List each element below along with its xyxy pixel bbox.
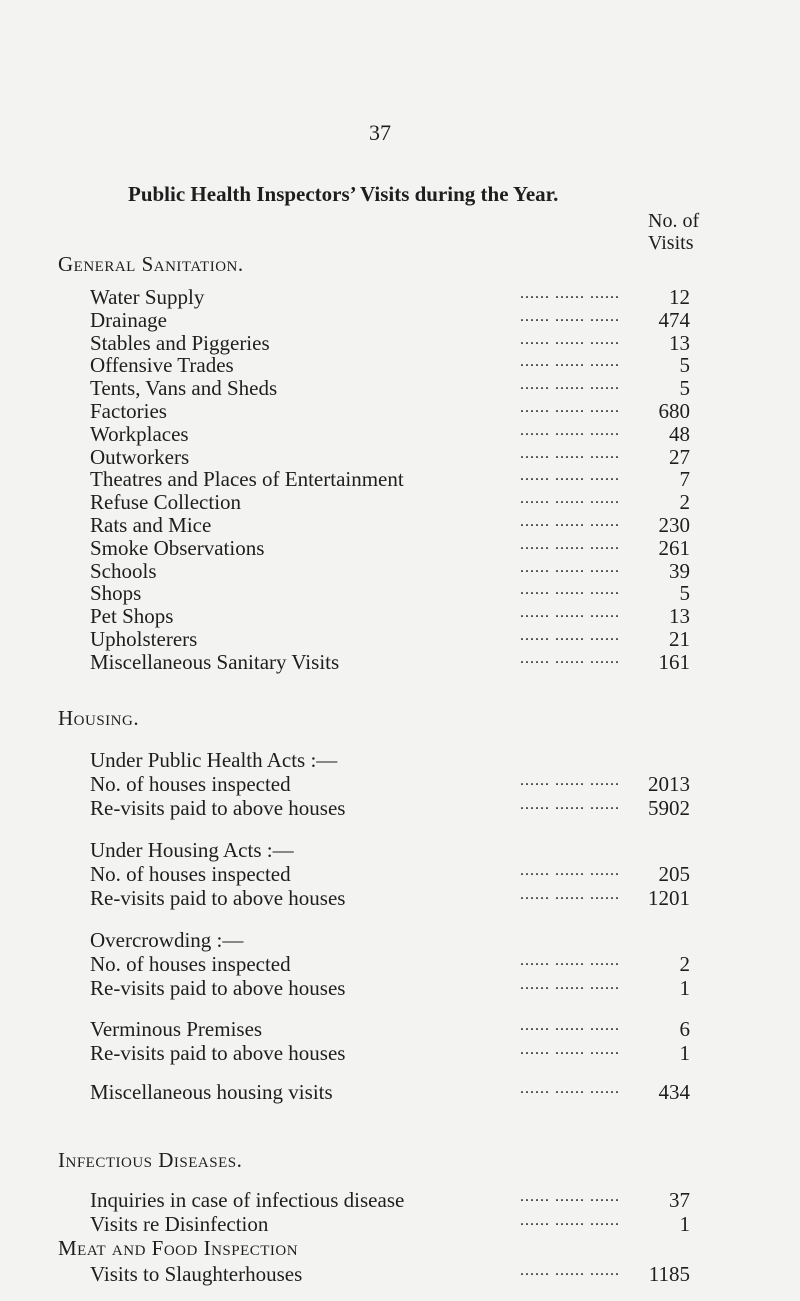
row-value: 1 [679, 1041, 690, 1065]
row-value: 27 [669, 444, 690, 469]
row-label: No. of houses inspected [90, 772, 291, 796]
table-row [90, 796, 690, 820]
table-row [90, 650, 690, 674]
table-row [90, 1262, 690, 1286]
leader-dots: ...... ...... ...... [520, 421, 620, 439]
row-value: 39 [669, 558, 690, 583]
leader-dots: ...... ...... ...... [520, 604, 620, 622]
row-value: 12 [669, 285, 690, 309]
leader-dots: ...... ...... ...... [520, 627, 620, 644]
row-value: 2013 [648, 772, 690, 796]
leader-dots: ...... ...... ...... [520, 513, 620, 530]
row-label: Refuse Collection [90, 490, 242, 515]
row-value: 474 [658, 307, 690, 332]
leader-dots: ...... ...... ...... [520, 649, 620, 667]
section-heading-meat-food: Meat and Food Inspection [58, 1236, 299, 1260]
table-row [90, 1080, 690, 1104]
leader-dots: ...... ...... ...... [520, 1041, 620, 1058]
leader-dots: ...... ...... ...... [520, 862, 620, 879]
row-label: No. of houses inspected [90, 952, 291, 976]
row-value: 48 [669, 421, 690, 446]
row-label: Smoke Observations [90, 535, 265, 560]
subheading-public-health-acts: Under Public Health Acts :— [90, 748, 338, 772]
column-header-line2: Visits [648, 232, 694, 254]
row-label: Visits re Disinfection [90, 1212, 269, 1236]
row-label: Tents, Vans and Sheds [90, 376, 278, 401]
row-value: 7 [679, 467, 690, 492]
leader-dots: ...... ...... ...... [520, 796, 620, 813]
leader-dots: ...... ...... ...... [520, 353, 620, 371]
leader-dots: ...... ...... ...... [520, 307, 620, 325]
leader-dots: ...... ...... ...... [520, 581, 620, 599]
section-heading-infectious-diseases: Infectious Diseases. [58, 1148, 243, 1172]
row-value: 1 [679, 976, 690, 1000]
row-value: 205 [658, 862, 690, 886]
row-value: 37 [669, 1188, 690, 1212]
row-label: Shops [90, 581, 142, 606]
row-value: 21 [669, 627, 690, 651]
table-row [90, 1212, 690, 1236]
row-label: Schools [90, 558, 157, 583]
table-row [90, 976, 690, 1000]
row-value: 680 [658, 399, 690, 423]
row-label: Offensive Trades [90, 353, 234, 378]
row-label: Re-visits paid to above houses [90, 886, 346, 910]
subheading-overcrowding: Overcrowding :— [90, 928, 244, 952]
row-value: 1 [679, 1212, 690, 1236]
row-label: Inquiries in case of infectious disease [90, 1188, 405, 1212]
subheading-housing-acts: Under Housing Acts :— [90, 838, 294, 862]
row-label: Re-visits paid to above houses [90, 976, 346, 1000]
leader-dots: ...... ...... ...... [520, 1080, 620, 1097]
row-label: Stables and Piggeries [90, 330, 270, 355]
section-heading-general-sanitation: General Sanitation. [58, 252, 244, 276]
column-header [648, 210, 728, 254]
row-label: Upholsterers [90, 627, 198, 651]
row-label: Re-visits paid to above houses [90, 796, 346, 820]
row-label: Rats and Mice [90, 513, 212, 537]
leader-dots: ...... ...... ...... [520, 535, 620, 553]
leader-dots: ...... ...... ...... [520, 285, 620, 302]
leader-dots: ...... ...... ...... [520, 1262, 620, 1279]
row-label: Workplaces [90, 421, 189, 446]
leader-dots: ...... ...... ...... [520, 1188, 620, 1205]
row-label: Theatres and Places of Entertainment [90, 467, 404, 492]
row-value: 161 [658, 649, 690, 674]
row-value: 1185 [648, 1262, 690, 1286]
leader-dots: ...... ...... ...... [520, 376, 620, 394]
page-number: 37 [369, 120, 391, 145]
table-row [90, 1041, 690, 1065]
row-label: No. of houses inspected [90, 862, 291, 886]
leader-dots: ...... ...... ...... [520, 399, 620, 416]
row-value: 5902 [648, 796, 690, 820]
row-value: 6 [679, 1017, 690, 1041]
row-value: 5 [679, 376, 690, 401]
row-value: 2 [679, 952, 690, 976]
row-label: Water Supply [90, 285, 205, 309]
leader-dots: ...... ...... ...... [520, 1017, 620, 1034]
row-label: Re-visits paid to above houses [90, 1041, 346, 1065]
leader-dots: ...... ...... ...... [520, 467, 620, 485]
leader-dots: ...... ...... ...... [520, 1212, 620, 1229]
row-value: 230 [658, 513, 690, 537]
row-value: 434 [658, 1080, 690, 1104]
section-heading-housing: Housing. [58, 706, 140, 730]
leader-dots: ...... ...... ...... [520, 490, 620, 508]
row-label: Visits to Slaughterhouses [90, 1262, 303, 1286]
row-value: 1201 [648, 886, 690, 910]
row-label: Drainage [90, 307, 167, 332]
leader-dots: ...... ...... ...... [520, 952, 620, 969]
leader-dots: ...... ...... ...... [520, 886, 620, 903]
row-label: Verminous Premises [90, 1017, 263, 1041]
leader-dots: ...... ...... ...... [520, 772, 620, 789]
row-value: 13 [669, 330, 690, 355]
row-value: 5 [679, 353, 690, 378]
leader-dots: ...... ...... ...... [520, 444, 620, 462]
leader-dots: ...... ...... ...... [520, 558, 620, 576]
page-title: Public Health Inspectors’ Visits during the Year. [128, 182, 559, 206]
column-header-line1: No. of [648, 210, 700, 232]
row-label: Factories [90, 399, 167, 423]
table-row [90, 886, 690, 910]
row-label: Outworkers [90, 444, 190, 469]
leader-dots: ...... ...... ...... [520, 976, 620, 993]
row-label: Miscellaneous Sanitary Visits [90, 649, 340, 674]
row-value: 5 [679, 581, 690, 606]
row-value: 2 [679, 490, 690, 515]
row-label: Miscellaneous housing visits [90, 1080, 333, 1104]
row-value: 261 [658, 535, 690, 560]
row-value: 13 [669, 604, 690, 629]
row-label: Pet Shops [90, 604, 174, 629]
leader-dots: ...... ...... ...... [520, 330, 620, 348]
